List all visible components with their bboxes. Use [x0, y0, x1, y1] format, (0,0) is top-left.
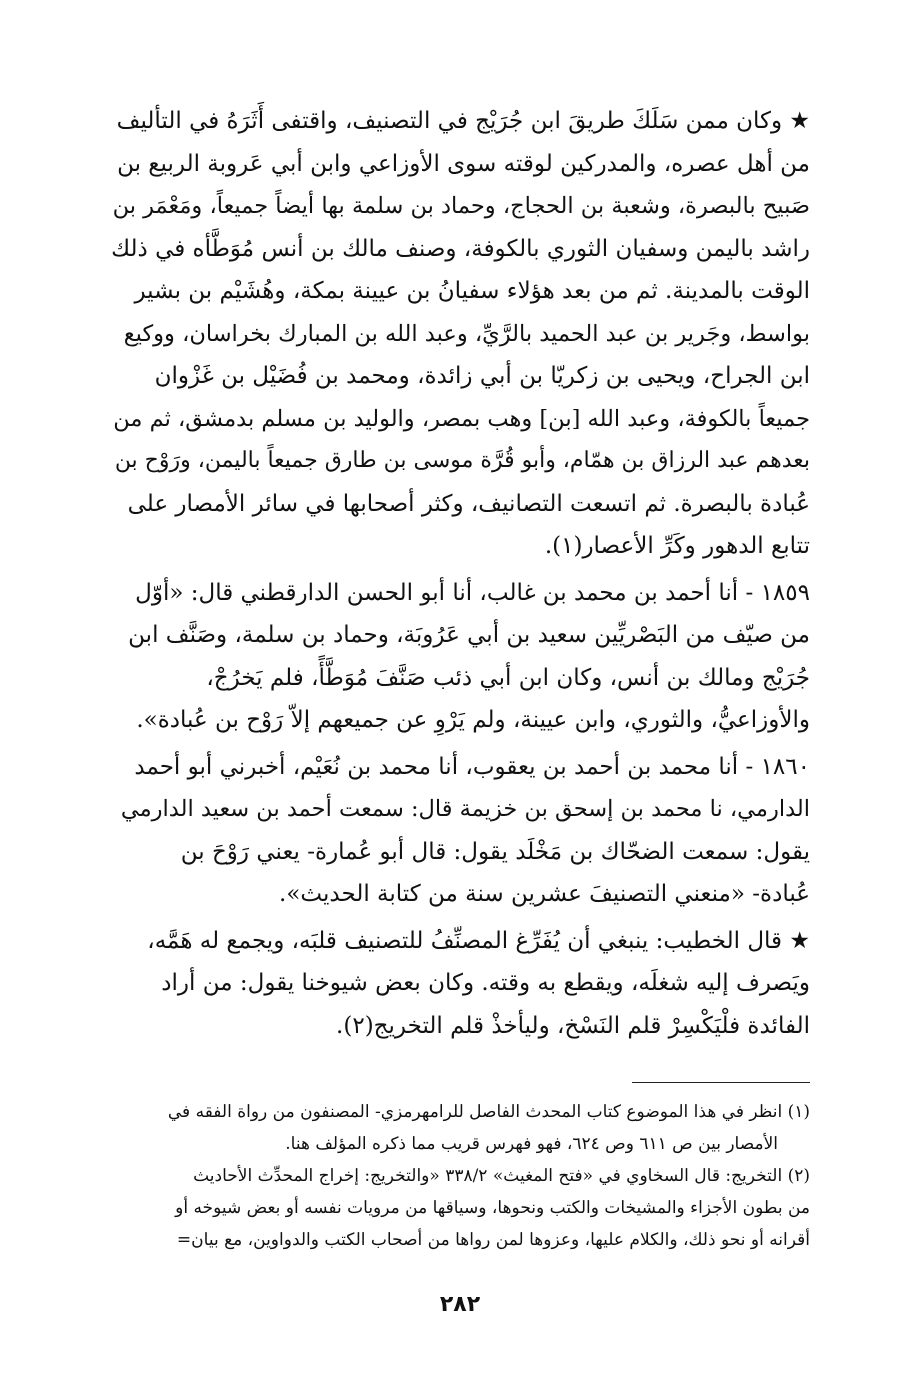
text-line: ١٨٥٩ - أنا أحمد بن محمد بن غالب، أنا أبو الحسن الدارقطني قال: «أوّل [135, 579, 810, 606]
text-line: بواسط، وجَرير بن عبد الحميد بالرَّيِّ، وعبد الله بن المبارك بخراسان، ووكيع [123, 320, 810, 347]
text-line: والأوزاعيُّ، والثوري، وابن عيينة، ولم يَرْوِ عن جميعهم إلاّ رَوْح بن عُبادة». [136, 707, 810, 733]
footnote-divider [632, 1082, 810, 1083]
main-text [110, 100, 810, 1047]
text-line: ★ قال الخطيب: ينبغي أن يُفَرِّغ المصنِّفُ للتصنيف قلبَه، ويجمع له هَمَّه، [147, 927, 810, 954]
text-line: عُبادة- «منعني التصنيفَ عشرين سنة من كتابة الحديث». [279, 881, 810, 907]
footnote-2 [110, 1160, 810, 1256]
text-line: ابن الجراح، ويحيى بن زكريّا بن أبي زائدة، ومحمد بن فُضَيْل بن غَزْوان [154, 363, 810, 389]
paragraph-1860 [110, 746, 810, 916]
footnote-line: (١) انظر في هذا الموضوع كتاب المحدث الفاصل للرامهرمزي- المصنفون من رواة الفقه في [167, 1102, 810, 1122]
text-line: ★ وكان ممن سَلَكَ طريقَ ابن جُرَيْج في التصنيف، واقتفى أَثَرَهُ في التأليف [116, 108, 810, 134]
text-line: من صيّف من البَصْريِّين سعيد بن أبي عَرُوبَة، وحماد بن سلمة، وصَنَّف ابن [128, 622, 810, 648]
text-line: عُبادة بالبصرة. ثم اتسعت التصانيف، وكثر أصحابها في سائر الأمصار على [127, 490, 810, 517]
text-line: ويَصرف إليه شغلَه، ويقطع به وقته. وكان بعض شيوخنا يقول: من أراد [161, 970, 810, 996]
text-line: الدارمي، نا محمد بن إسحق بن خزيمة قال: سمعت أحمد بن سعيد الدارمي [120, 796, 810, 822]
paragraph-1859 [110, 572, 810, 742]
text-line: يقول: سمعت الضحّاك بن مَخْلَد يقول: قال أبو عُمارة- يعني رَوْحَ بن [180, 838, 810, 865]
footnote-1 [110, 1096, 810, 1160]
footnote-line: الأمصار بين ص ٦١١ وص ٦٢٤، فهو فهرس قريب مما ذكره المؤلف هنا. [285, 1134, 778, 1154]
footnote-line: أقرانه أو نحو ذلك، والكلام عليها، وعزوها لمن رواها من أصحاب الكتب والدواوين، مع بيان= [176, 1230, 810, 1250]
text-line: جُرَيْج ومالك بن أنس، وكان ابن أبي ذئب صَنَّفَ مُوَطَّأً، فلم يَخرُجْ، [206, 664, 810, 691]
text-line: الوقت بالمدينة. ثم من بعد هؤلاء سفيانُ بن عيينة بمكة، وهُشَيْم بن بشير [134, 278, 810, 304]
text-line: راشد باليمن وسفيان الثوري بالكوفة، وصنف مالك بن أنس مُوَطَّأه في ذلك [111, 235, 810, 262]
text-line: جميعاً بالكوفة، وعبد الله [بن] وهب بمصر، والوليد بن مسلم بدمشق، ثم من [113, 405, 810, 432]
paragraph-intro [110, 100, 810, 568]
paragraph-khatib [110, 920, 810, 1048]
text-line: ١٨٦٠ - أنا محمد بن أحمد بن يعقوب، أنا محمد بن نُعَيْم، أخبرني أبو أحمد [134, 753, 810, 780]
text-line: صَبيح بالبصرة، وشعبة بن الحجاج، وحماد بن سلمة بها أيضاً جميعاً، ومَعْمَر بن [112, 193, 810, 219]
footnote-line: (٢) التخريج: قال السخاوي في «فتح المغيث» ٣٣٨/٢ «والتخريج: إخراج المحدِّث الأحاديث [193, 1166, 810, 1186]
text-line: من أهل عصره، والمدركين لوقته سوى الأوزاعي وابن أبي عَروبة الربيع بن [117, 150, 810, 177]
text-line: بعدهم عبد الرزاق بن همّام، وأبو قُرَّة موسى بن طارق جميعاً باليمن، ورَوْح بن [114, 448, 810, 473]
text-line: الفائدة فلْيَكْسِرْ قلم النَسْخ، وليأخذْ قلم التخريج(٢). [336, 1012, 810, 1039]
footnotes [110, 1096, 810, 1256]
page-number: ٢٨٢ [439, 1292, 481, 1317]
text-line: تتابع الدهور وكَرِّ الأعصار(١). [544, 533, 810, 559]
footnote-line: من بطون الأجزاء والمشيخات والكتب ونحوها، وسياقها من مرويات نفسه أو بعض شيوخه أو [175, 1198, 810, 1218]
